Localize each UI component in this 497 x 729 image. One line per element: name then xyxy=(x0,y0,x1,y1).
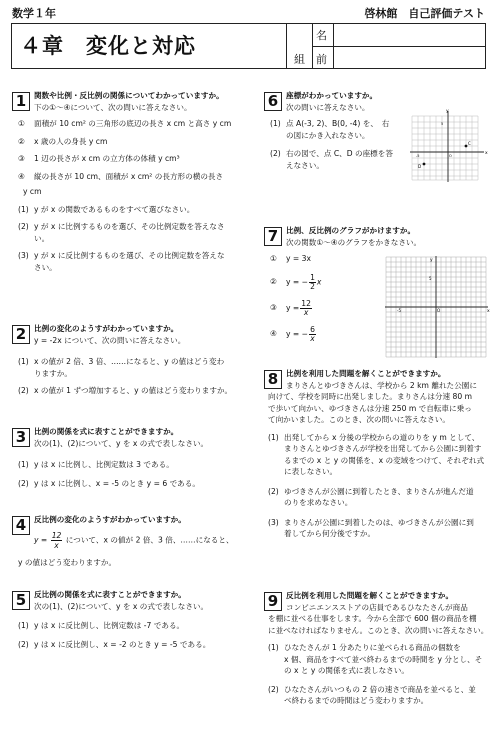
origin-label: O xyxy=(437,308,441,313)
question-7-functions xyxy=(270,253,370,343)
question-number: 6 xyxy=(264,92,282,111)
question-9-body: を棚に並べる仕事をします。今から全部で 600 個の商品を棚 に並べなければなりません。このとき、次の問いに答えなさい。 (1) ひなたさんが 1 分あたりに並べられる商品の個数を x 個、商品をすべて並べ終わるまでの時間を y 分とし、そ の x と y の関係を式に表しなさい。 (2) ひなたさんがいつもの 2 倍の速さで商品を並べると、並 べ終わるまでの時間はどう変わりますか。 xyxy=(268,614,489,705)
publisher-title: 啓林館 自己評価テスト xyxy=(364,7,485,20)
question-heading: 比例を利用した問題を解くことができますか。 xyxy=(286,369,446,378)
question-5 xyxy=(34,589,208,612)
question-lead: 次の(1)、(2)について、y を x の式で表しなさい。 xyxy=(34,601,209,611)
list-item: ③ 1 辺の長さが x cm の立方体の体積 y cm³ xyxy=(18,154,180,163)
sub-question: (1) y が x の関数であるものをすべて選びなさい。 xyxy=(18,204,195,214)
list-item-cont: y cm xyxy=(23,187,42,196)
point-d xyxy=(423,163,426,166)
sub-question: (1) 点 A(-3, 2)、B(0, -4) を、 右 xyxy=(270,119,390,128)
y-axis-label: y xyxy=(446,109,449,114)
coordinate-grid-q7 xyxy=(384,255,490,359)
origin-label: O xyxy=(449,154,452,158)
point-c-label: C xyxy=(468,141,471,146)
question-lead: 次の(1)、(2)について、y を x の式で表しなさい。 xyxy=(34,438,209,448)
sub-question: (2) ひなたさんがいつもの 2 倍の速さで商品を並べると、並 xyxy=(268,684,476,694)
sub-question: (2) y は x に反比例し、x = -2 のとき y = -5 である。 xyxy=(18,639,211,649)
fraction-denominator: x xyxy=(54,541,59,550)
question-7 xyxy=(286,225,421,248)
tick-label: 5 xyxy=(429,276,432,281)
question-lead: 下の①～④について、次の問いに答えなさい。 xyxy=(34,102,192,112)
sub-question: (1) y は x に反比例し、比例定数は -7 である。 xyxy=(18,621,185,630)
question-9: 反比例を利用した問題を解くことができますか。 コンビニエンスストアの店員であるひなたさんが商品 xyxy=(286,591,468,612)
question-number: 4 xyxy=(12,516,30,535)
function-2: ② y = − $\frac{1}{2}$ x xyxy=(270,272,322,291)
question-heading: 比例の変化のようすがわかっていますか。 xyxy=(34,324,179,333)
chapter-title: ４章 変化と対応 xyxy=(20,34,196,58)
list-item: ④ 縦の長さが 10 cm、面積が x cm² の長方形の横の長さ xyxy=(18,171,224,181)
sub-question: (3) y が x に反比例するものを選び、その比例定数を答えな xyxy=(18,251,225,260)
sub-question: (2) ゆづきさんが公園に到着したとき、まりさんが進んだ道 xyxy=(268,486,474,496)
x-axis-label: x xyxy=(487,309,490,314)
question-heading: 関数や比例・反比例の関係についてわかっていますか。 xyxy=(34,91,224,100)
name-label-bottom: 前 xyxy=(316,53,327,66)
function-3: ③ y = $\frac{12}{x}$ xyxy=(270,298,311,317)
question-2-subs: (1) x の値が 2 倍、3 倍、……になると、y の値はどう変わ りますか。 (2) x の値が 1 ずつ増加すると、y の値はどう変わりますか。 xyxy=(18,357,233,395)
y-axis-label: y xyxy=(430,258,433,263)
question-1-items: ① 面積が 10 cm² の三角形の底辺の長さ x cm と高さ y cm ② x 歳の人の身長 y cm ③ 1 辺の長さが x cm の立方体の体積 y cm³ ④ 縦の長さが 10 cm、面積が x cm² の長方形の横の長さ y cm (1) y が x の関数であるものをすべて選びなさい。 (2) y が x に比例するものを選び、その比例定数を答えなさ い。 (3) y が x に反比例するものを選び、その比例定数を答えな さい。 xyxy=(18,119,232,272)
question-number: 5 xyxy=(12,591,30,610)
subject-grade: 数学１年 xyxy=(12,7,56,20)
question-4 xyxy=(34,514,186,526)
question-4-equation: y = $\frac{12}{x}$ について、x の値が 2 倍、3 倍、……になると、 xyxy=(34,531,234,550)
question-lead: 次の関数①～④のグラフをかきなさい。 xyxy=(286,237,422,247)
sub-question: (1) ひなたさんが 1 分あたりに並べられる商品の個数を xyxy=(268,643,461,652)
header-box xyxy=(11,23,486,69)
list-item: ② x 歳の人の身長 y cm xyxy=(18,136,108,146)
class-label: 組 xyxy=(294,53,305,66)
tick-label: -5 xyxy=(416,154,420,158)
question-number: 1 xyxy=(12,92,30,111)
top-bar xyxy=(12,5,485,21)
sub-question: (2) x の値が 1 ずつ増加すると、y の値はどう変わりますか。 xyxy=(18,386,233,395)
function-4: ④ y = − $\frac{6}{x}$ xyxy=(270,324,315,343)
question-1 xyxy=(34,90,224,113)
name-label-top: 名 xyxy=(316,29,327,42)
question-heading: 反比例の関係を式に表すことができますか。 xyxy=(34,590,186,599)
tick-label: 5 xyxy=(441,122,444,126)
divider xyxy=(286,24,287,68)
question-number: 8 xyxy=(264,370,282,389)
question-number: 3 xyxy=(12,428,30,447)
sub-question: (1) 出発してから x 分後の学校からの道のりを y m として、 xyxy=(268,432,480,442)
coordinate-grid-q6 xyxy=(408,108,488,184)
sub-question: (1) y は x に比例し、比例定数は 3 である。 xyxy=(18,460,174,469)
question-heading: 比例、反比例のグラフがかけますか。 xyxy=(286,226,416,235)
question-number: 2 xyxy=(12,325,30,344)
sub-question: (3) まりさんが公園に到着したのは、ゆづきさんが公園に到 xyxy=(268,517,474,527)
question-lead: 次の問いに答えなさい。 xyxy=(286,102,370,112)
question-5-subs xyxy=(18,620,210,650)
sub-question: (2) y は x に比例し、x = -5 のとき y = 6 である。 xyxy=(18,478,200,488)
function-1: ① y = 3x xyxy=(270,254,312,263)
question-heading: 反比例の変化のようすがわかっていますか。 xyxy=(34,515,186,524)
question-heading: 比例の関係を式に表すことができますか。 xyxy=(34,427,179,436)
question-number: 7 xyxy=(264,227,282,246)
question-8-body: 向けて、学校を同時に出発しました。まりさんは分速 80 m で歩いて向かい、ゆづきさんは分速 250 m で自転車に乗っ て向かいました。このとき、次の問いに答えなさい。 (1) 出発してから x 分後の学校からの道のりを y m として、 まりさんとゆづきさんが学校を出発してから公園に到着す るまでの x と y の関係を、x の変域をつけて、それぞれ式 に表しなさい。 (2) ゆづきさんが公園に到着したとき、まりさんが進んだ道 のりを求めなさい。 (3) まりさんが公園に到着したのは、ゆづきさんが公園に到 着してから何分後ですか。 xyxy=(268,392,485,538)
question-lead: y = -2x について、次の問いに答えなさい。 xyxy=(34,335,186,345)
question-3 xyxy=(34,426,208,449)
question-2 xyxy=(34,323,185,346)
question-3-subs xyxy=(18,459,200,489)
question-heading: 座標がわかっていますか。 xyxy=(286,91,378,100)
question-8: 比例を利用した問題を解くことができますか。 まりさんとゆづきさんは、学校から 2 km 離れた公園に xyxy=(286,369,477,390)
fraction-numerator: 12 xyxy=(51,531,62,540)
list-item: ① 面積が 10 cm² の三角形の底辺の長さ x cm と高さ y cm xyxy=(18,119,232,128)
point-d-label: D xyxy=(418,164,422,169)
sub-question: (2) 右の図で、点 C、D の座標を答 xyxy=(270,149,393,158)
sub-question: (1) x の値が 2 倍、3 倍、……になると、y の値はどう変わ xyxy=(18,357,225,366)
x-axis-label: x xyxy=(485,151,488,156)
sub-question: (2) y が x に比例するものを選び、その比例定数を答えなさ xyxy=(18,222,225,231)
question-6 xyxy=(286,90,377,113)
divider xyxy=(312,46,485,47)
question-6-subs: (1) 点 A(-3, 2)、B(0, -4) を、 右 の図にかき入れなさい。 (2) 右の図で、点 C、D の座標を答 えなさい。 xyxy=(270,119,393,170)
question-4-line2: y の値はどう変わりますか。 xyxy=(18,558,117,567)
point-c xyxy=(465,145,468,148)
tick-label: -5 xyxy=(397,308,401,313)
question-heading: 反比例を利用した問題を解くことができますか。 xyxy=(286,591,454,600)
question-number: 9 xyxy=(264,592,282,611)
